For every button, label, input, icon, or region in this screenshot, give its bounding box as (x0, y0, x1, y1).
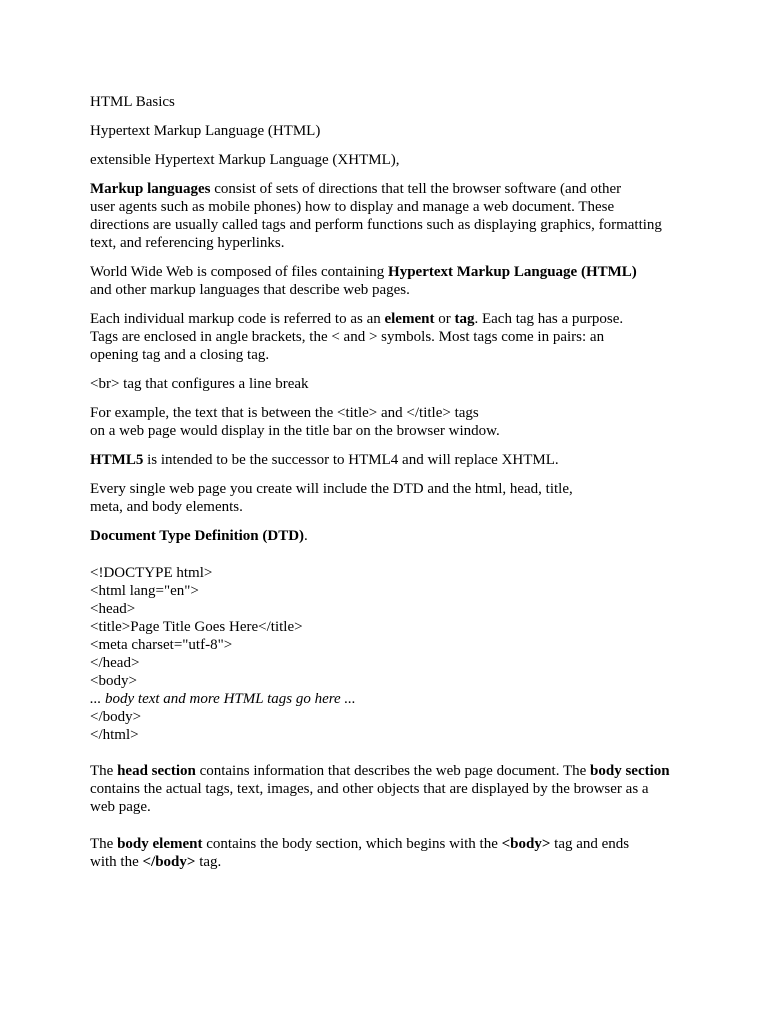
bold-term: <body> (501, 836, 551, 852)
paragraph-head-section: The head section contains information that describes the web page document. The body section contains the actual tags, text, images, and other objects that are displayed by the browser as a web page. (90, 763, 670, 815)
code-line: <!DOCTYPE html> (90, 565, 213, 581)
code-line: <html lang="en"> (90, 583, 199, 599)
code-line: <head> (90, 601, 136, 617)
document-title: HTML Basics (90, 94, 175, 110)
bold-term: Document Type Definition (DTD) (90, 528, 305, 544)
paragraph-markup-languages: Markup languages consist of sets of directions that tell the browser software (and other user agents such as mobile phones) how to display and manage a web document. These directions are usually called tags and perform functions such as displaying graphics, formatting text, and referencing hyperlinks. (90, 181, 662, 251)
paragraph-element-tag: Each individual markup code is referred to as an element or tag. Each tag has a purpose. Tags are enclosed in angle brackets, the < and > symbols. Most tags come in pairs: an opening tag and a closing tag. (90, 311, 624, 363)
html-definition-line: Hypertext Markup Language (HTML) (90, 123, 321, 139)
bold-term: body element (117, 836, 203, 852)
paragraph-br-tag: <br> tag that configures a line break (90, 376, 309, 392)
code-line: <body> (90, 673, 137, 689)
document-page (90, 93, 690, 882)
code-line: </head> (90, 655, 140, 671)
paragraph-title-example: For example, the text that is between the <title> and </title> tags on a web page would display in the title bar on the browser window. (90, 405, 500, 439)
paragraph-dtd-heading: Document Type Definition (DTD). (90, 528, 308, 544)
paragraph-world-wide-web: World Wide Web is composed of files containing Hypertext Markup Language (HTML) and other markup languages that describe web pages. (90, 264, 637, 298)
code-line: </body> (90, 709, 142, 725)
bold-term: Markup languages (90, 181, 211, 197)
paragraph-body-element: The body element contains the body section, which begins with the <body> tag and ends with the </body> tag. (90, 836, 630, 870)
code-line-italic: ... body text and more HTML tags go here ... (90, 691, 356, 707)
code-line: <title>Page Title Goes Here</title> (90, 619, 303, 635)
code-line: <meta charset="utf-8"> (90, 637, 233, 653)
bold-term: head section (117, 763, 196, 779)
bold-term: </body> (142, 854, 196, 870)
paragraph-html5: HTML5 is intended to be the successor to HTML4 and will replace XHTML. (90, 452, 559, 468)
bold-term: body section (590, 763, 670, 779)
bold-term: HTML5 (90, 452, 144, 468)
paragraph-every-page: Every single web page you create will include the DTD and the html, head, title, meta, and body elements. (90, 481, 573, 515)
bold-term: tag (454, 311, 475, 327)
bold-term: element (384, 311, 435, 327)
xhtml-definition-line: extensible Hypertext Markup Language (XHTML), (90, 152, 400, 168)
html-template-code (90, 564, 690, 744)
bold-term: Hypertext Markup Language (HTML) (388, 264, 637, 280)
code-line: </html> (90, 727, 139, 743)
